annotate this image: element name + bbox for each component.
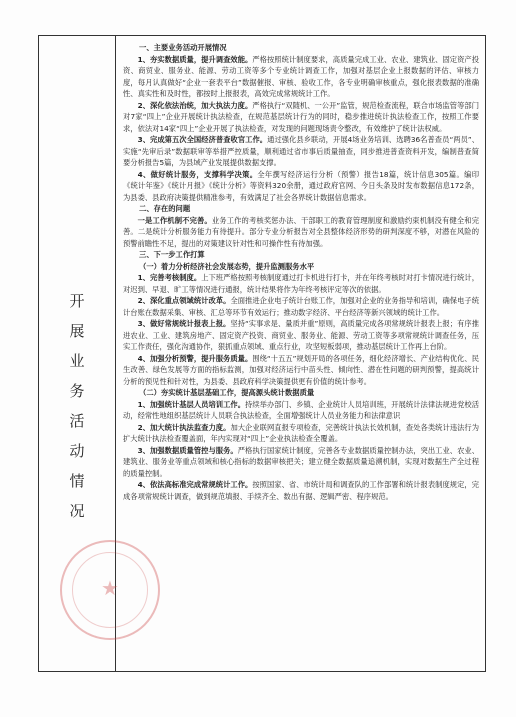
paragraph-body: 加大企业联网直报专项检查，完善统计执法长效机制，查处各类统计违法行为扩大统计执法检查覆盖面，年内实现对“四上”企业执法检查全覆盖。	[123, 422, 479, 443]
section-heading: 三、下一步工作打算	[139, 250, 205, 259]
paragraph	[123, 295, 479, 318]
paragraph	[123, 169, 479, 204]
paragraph	[123, 353, 479, 388]
paragraph-lead: 4、依法高标准完成常规统计工作。	[137, 480, 253, 489]
paragraph-lead: 4、加强分析预警，提升服务质量。	[137, 353, 253, 363]
paragraph-body: 严格执行国家统计制度，完善各专业数据质量控制办法，突出工业、农业、建筑业、服务业等重点领域和核心指标的数据审核把关；建立健全数据质量追溯机制，实现对数据生产全过程的质量控制。	[123, 445, 479, 478]
paragraph-body: 围绕“十五五”规划开局的各项任务，细化经济增长、产业结构优化、民生改善、绿色发展等方面的指标监测，加强对经济运行中苗头性、倾向性、潜在性问题的研判预警，提高统计分析的预见性和针对性，为县委、县政府科学决策提供更有价值的统计参考。	[123, 353, 479, 386]
paragraph-lead: 2、深化依法治统，加大执法力度。	[137, 100, 253, 110]
paragraph	[123, 479, 479, 502]
section-heading: 二、存在的问题	[139, 204, 191, 213]
paragraph-lead: 2、深化重点领域统计改革。	[137, 296, 231, 305]
paragraph	[123, 445, 479, 480]
paragraph-body: 业务工作的考核奖惩办法、干部职工的教育管理制度和激励约束机制没有健全和完善。二是统计分析服务能力有待提升。部分专业分析报告对全县整体经济形势的研判深度不够，对潜在风险的预警前瞻性不足，提出的对策建议针对性和可操作性有待加强。	[123, 215, 479, 248]
seal-star-icon: ★	[101, 576, 119, 600]
paragraph-body: 通过强化县乡联动，开展4场业务培训、选聘36名普查员“两员”、实施“先审后录”数据联审等举措严控质量，顺利通过省市事后质量抽查，同步推进普查资料开发，编制普查简要分析报告5篇，为县域产业发展提供数据支撑。	[123, 135, 479, 167]
paragraph-lead: 2、加大统计执法监查力度。	[137, 422, 231, 432]
paragraph	[123, 215, 479, 250]
subsection-heading: （一）着力分析经济社会发展态势，提升监测服务水平	[139, 261, 315, 271]
paragraph-lead: 1、完善考核制度。	[137, 273, 202, 282]
paragraph-body: 严格执行“双随机、一公开”监管，规范检查流程，联合市场监管等部门对7家“四上”企业开展统计执法检查，在规范基层统计行为的同时，稳步推进统计执法检查工作，按照工作要求，依法对14家“四上”企业开展了执法检查，对发现的问题现场责令整改，有效维护了统计法权威。	[123, 100, 479, 133]
paragraph-lead: 一是工作机制不完善。	[137, 215, 212, 225]
paragraph	[123, 422, 479, 445]
paragraph-body: 按照国家、省、市统计局和调查队的工作部署和统计报表制度规定，完成各项常规统计调查，做到规范填报、手续齐全、数出有据、逻辑严密、程序规范。	[123, 480, 479, 501]
subsection-heading: （二）夯实统计基层基础工作，提高源头统计数据质量	[139, 388, 315, 397]
report-table-frame	[38, 35, 486, 672]
paragraph-lead: 3、完成第五次全国经济普查收官工作。	[137, 135, 268, 144]
paragraph-lead: 4、做好统计服务，支撑科学决策。	[137, 169, 258, 179]
paragraph	[123, 100, 479, 135]
report-content	[123, 42, 479, 667]
side-title: 开展业务活动情况	[69, 292, 85, 520]
paragraph-body: 严格按照统计制度要求，高质量完成工业、农业、建筑业、固定资产投资、商贸业、服务业、能源、劳动工资等多个专业统计调查工作，加强对基层企业上报数据的评估、审核力度，每月认真做好“企业一套表平台”数据催报、审核、验收工作，各专业明确审核重点，强化报表数据的准确性、真实性和及时性，都按时上报报表，高效完成常规统计工作。	[123, 54, 479, 98]
paragraph-body: 持续举办部门、乡镇、企业统计人员培训班，开展统计法律法规进党校活动，经常性地组织基层统计人员联合执法检查，全面增强统计人员业务能力和法律意识	[123, 399, 479, 420]
paragraph-lead: 3、加强数据质量管控与服务。	[137, 445, 238, 455]
section-heading: 一、主要业务活动开展情况	[139, 43, 227, 52]
paragraph-lead: 1、夯实数据质量，提升调查效能。	[137, 54, 253, 64]
paragraph-body: 坚持“实事求是、量质并重”原则，高质量完成各项常规统计报表上报；有序推进农业、工业、建筑房地产、固定资产投资、商贸业、服务业、能源、劳动工资等多项常规统计调查任务，压实工作责任，强化沟通协作，狠抓重点领域、重点行业，攻坚短板弱项，推动基层统计工作再上台阶。	[123, 319, 479, 351]
paragraph	[123, 399, 479, 422]
paragraph	[123, 134, 479, 169]
paragraph-body: 上下班严格按照考核制度通过打卡机进行打卡，并在年终考核时对打卡情况进行统计，对迟到、早退、旷工等情况进行通报，统计结果将作为年终考核评定等次的依据。	[123, 273, 479, 294]
paragraph-body: 全面推进企业电子统计台账工作，加强对企业的业务指导和培训，确保电子统计台账在数据采集、审核、汇总等环节有效运行；推动数字经济、平台经济等新兴领域的统计工作。	[123, 296, 479, 317]
paragraph-lead: 3、做好常规统计报表上报。	[137, 319, 231, 328]
side-label-cell	[39, 36, 116, 671]
paragraph	[123, 318, 479, 353]
paragraph	[123, 272, 479, 295]
paragraph-lead: 1、加强统计基层人员培训工作。	[137, 399, 246, 409]
paragraph-body: 全年撰写经济运行分析（预警）报告18篇，统计信息305篇。编印《统计年鉴》《统计月报》《统计分析》等资料320余册，通过政府官网、今日头条及时发布数据信息172条，为县委、县政府决策提供精准参考，有效满足了社会各界统计数据信息需求。	[123, 169, 479, 202]
paragraph	[123, 54, 479, 100]
